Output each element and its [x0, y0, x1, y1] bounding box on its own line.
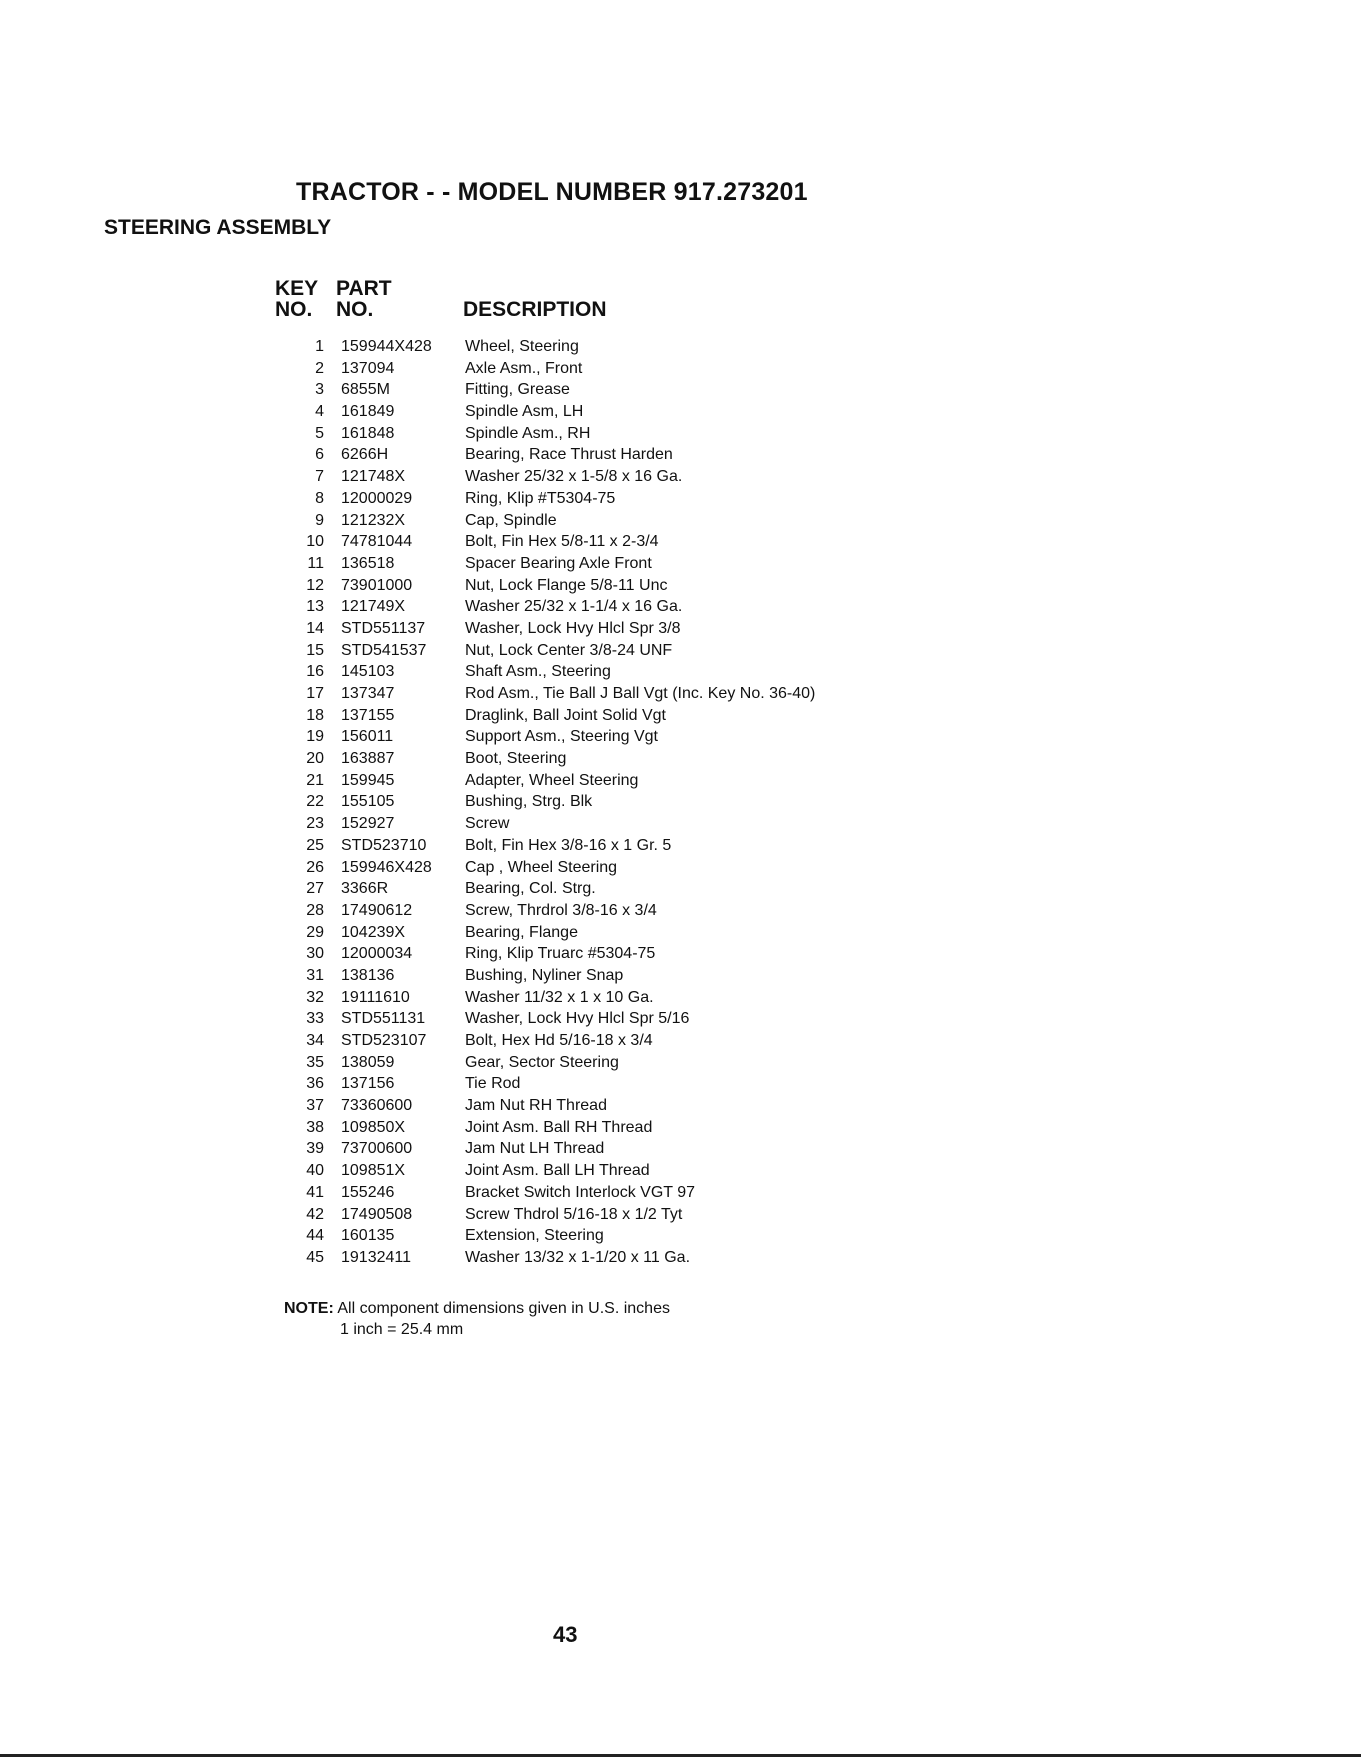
part-number: STD541537: [341, 641, 427, 659]
part-description: Screw: [465, 815, 510, 833]
table-row: [0, 1008, 1361, 1030]
key-number: 40: [306, 1162, 324, 1180]
part-description: Bearing, Flange: [465, 923, 578, 941]
part-number: 163887: [341, 750, 395, 768]
part-description: Washer 11/32 x 1 x 10 Ga.: [465, 988, 654, 1006]
part-number: 17490508: [341, 1205, 413, 1223]
part-number: 6855M: [341, 381, 390, 399]
part-number: 159946X428: [341, 858, 432, 876]
key-number: 41: [306, 1183, 324, 1201]
part-number: 159945: [341, 771, 395, 789]
table-row: [0, 705, 1361, 727]
part-number: 156011: [341, 728, 394, 746]
table-row: [0, 878, 1361, 900]
table-row: [0, 1117, 1361, 1139]
table-row: [0, 379, 1361, 401]
part-description: Joint Asm. Ball LH Thread: [465, 1162, 650, 1180]
key-number: 7: [315, 468, 324, 486]
part-description: Washer 25/32 x 1-1/4 x 16 Ga.: [465, 598, 683, 616]
part-number: 121749X: [341, 598, 406, 616]
table-row: [0, 1095, 1361, 1117]
key-number: 39: [306, 1140, 324, 1158]
table-row: [0, 510, 1361, 532]
part-number: 155105: [341, 793, 395, 811]
part-number: 3366R: [341, 880, 389, 898]
part-number: STD523710: [341, 836, 427, 854]
part-description: Bearing, Race Thrust Harden: [465, 446, 673, 464]
key-number: 31: [306, 966, 324, 984]
table-row: [0, 596, 1361, 618]
table-row: [0, 835, 1361, 857]
part-number: 6266H: [341, 446, 389, 464]
table-row: [0, 640, 1361, 662]
table-row: [0, 965, 1361, 987]
part-number: 73360600: [341, 1097, 413, 1115]
note-line1: All component dimensions given in U.S. inches: [337, 1300, 670, 1317]
part-description: Bolt, Fin Hex 3/8-16 x 1 Gr. 5: [465, 836, 672, 854]
part-number: 73700600: [341, 1140, 413, 1158]
table-row: [0, 987, 1361, 1009]
part-description: Nut, Lock Center 3/8-24 UNF: [465, 641, 673, 659]
part-number: 121232X: [341, 511, 406, 529]
part-number: 137156: [341, 1075, 395, 1093]
part-description: Bracket Switch Interlock VGT 97: [465, 1183, 696, 1201]
table-row: [0, 922, 1361, 944]
part-number: 109850X: [341, 1118, 406, 1136]
key-number: 13: [306, 598, 324, 616]
part-number: 161848: [341, 424, 395, 442]
part-number: STD551131: [341, 1010, 426, 1028]
note-label: NOTE:: [284, 1300, 334, 1317]
part-description: Boot, Steering: [465, 750, 567, 768]
part-number: STD523107: [341, 1032, 427, 1049]
bottom-rule: [0, 1754, 1361, 1757]
table-row: [0, 770, 1361, 792]
key-number: 2: [315, 359, 324, 377]
table-row: [0, 358, 1361, 380]
section-heading: STEERING ASSEMBLY: [104, 216, 332, 239]
part-number: 12000029: [341, 489, 413, 507]
part-description: Joint Asm. Ball RH Thread: [465, 1118, 653, 1136]
note: [284, 1298, 670, 1319]
part-description: Bushing, Nyliner Snap: [465, 966, 624, 984]
table-row: [0, 423, 1361, 445]
part-number: 136518: [341, 554, 395, 572]
part-number: 145103: [341, 663, 395, 681]
part-number: 74781044: [341, 533, 413, 551]
part-description: Spindle Asm., RH: [465, 424, 591, 442]
key-number: 1: [315, 338, 324, 355]
key-number: 23: [306, 815, 324, 833]
part-description: Washer, Lock Hvy Hlcl Spr 5/16: [465, 1010, 690, 1028]
table-row: [0, 661, 1361, 683]
key-number: 20: [306, 750, 324, 768]
part-description: Nut, Lock Flange 5/8-11 Unc: [465, 576, 668, 594]
table-row: [0, 336, 1361, 358]
part-description: Spacer Bearing Axle Front: [465, 554, 652, 572]
table-row: [0, 531, 1361, 553]
key-number: 16: [306, 663, 324, 681]
key-number: 45: [306, 1248, 324, 1266]
key-number: 5: [315, 424, 324, 442]
table-row: [0, 857, 1361, 879]
part-description: Bolt, Hex Hd 5/16-18 x 3/4: [465, 1032, 653, 1049]
part-description: Washer 25/32 x 1-5/8 x 16 Ga.: [465, 468, 683, 486]
table-row: [0, 1225, 1361, 1247]
key-number: 25: [306, 836, 324, 854]
table-row: [0, 726, 1361, 748]
table-row: [0, 900, 1361, 922]
table-row: [0, 401, 1361, 423]
key-number: 11: [307, 554, 324, 572]
key-number: 9: [315, 511, 324, 529]
part-description: Bolt, Fin Hex 5/8-11 x 2-3/4: [465, 533, 659, 551]
part-number: 155246: [341, 1183, 395, 1201]
part-number: 137094: [341, 359, 395, 377]
part-number: 137155: [341, 706, 395, 724]
page-number: 43: [553, 1622, 578, 1647]
part-description: Bearing, Col. Strg.: [465, 880, 596, 898]
table-row: [0, 1182, 1361, 1204]
key-number: 33: [306, 1010, 324, 1028]
table-row: [0, 444, 1361, 466]
table-row: [0, 1160, 1361, 1182]
key-number: 29: [306, 923, 324, 941]
key-number: 30: [306, 945, 324, 963]
key-number: 27: [306, 880, 324, 898]
parts-list: [0, 336, 1361, 1269]
part-description: Washer, Lock Hvy Hlcl Spr 3/8: [465, 619, 681, 637]
part-description: Cap , Wheel Steering: [465, 858, 618, 876]
part-description: Screw Thdrol 5/16-18 x 1/2 Tyt: [465, 1205, 683, 1223]
part-number: 160135: [341, 1227, 395, 1245]
part-description: Tie Rod: [465, 1075, 521, 1093]
part-description: Jam Nut RH Thread: [465, 1097, 607, 1115]
part-number: 73901000: [341, 576, 413, 594]
table-row: [0, 813, 1361, 835]
note-line2: 1 inch = 25.4 mm: [340, 1321, 464, 1338]
table-row: [0, 1138, 1361, 1160]
table-row: [0, 618, 1361, 640]
part-description: Shaft Asm., Steering: [465, 663, 611, 681]
part-description: Cap, Spindle: [465, 511, 557, 529]
key-number: 18: [306, 706, 324, 724]
key-number: 26: [306, 858, 324, 876]
key-number: 14: [306, 619, 324, 637]
part-number: 161849: [341, 403, 395, 421]
key-number: 8: [315, 489, 324, 507]
part-number: 138059: [341, 1053, 395, 1071]
part-number: 19132411: [341, 1248, 411, 1266]
part-description: Gear, Sector Steering: [465, 1053, 619, 1071]
table-row: [0, 466, 1361, 488]
table-row: [0, 748, 1361, 770]
table-row: [0, 683, 1361, 705]
table-row: [0, 1073, 1361, 1095]
part-number: STD551137: [341, 619, 426, 637]
key-number: 21: [306, 771, 324, 789]
table-row: [0, 1204, 1361, 1226]
part-description: Extension, Steering: [465, 1227, 604, 1245]
part-description: Screw, Thrdrol 3/8-16 x 3/4: [465, 901, 657, 919]
column-header-key-line1: KEY: [275, 277, 319, 300]
table-row: [0, 1247, 1361, 1269]
part-description: Ring, Klip Truarc #5304-75: [465, 945, 656, 963]
key-number: 34: [306, 1032, 324, 1049]
column-header-part-line2: NO.: [336, 298, 374, 321]
table-row: [0, 1030, 1361, 1052]
key-number: 28: [306, 901, 324, 919]
key-number: 38: [306, 1118, 324, 1136]
key-number: 37: [306, 1097, 324, 1115]
column-header-key-line2: NO.: [275, 298, 313, 321]
column-header-description: DESCRIPTION: [463, 298, 607, 321]
part-number: 17490612: [341, 901, 413, 919]
key-number: 4: [315, 403, 324, 421]
table-row: [0, 791, 1361, 813]
part-description: Support Asm., Steering Vgt: [465, 728, 658, 746]
part-description: Wheel, Steering: [465, 338, 579, 355]
part-number: 19111610: [341, 988, 410, 1006]
part-description: Draglink, Ball Joint Solid Vgt: [465, 706, 666, 724]
key-number: 36: [306, 1075, 324, 1093]
key-number: 19: [306, 728, 324, 746]
part-description: Spindle Asm, LH: [465, 403, 584, 421]
key-number: 10: [306, 533, 324, 551]
key-number: 22: [306, 793, 324, 811]
part-description: Washer 13/32 x 1-1/20 x 11 Ga.: [465, 1248, 691, 1266]
part-description: Adapter, Wheel Steering: [465, 771, 639, 789]
key-number: 44: [306, 1227, 324, 1245]
part-number: 121748X: [341, 468, 406, 486]
part-description: Fitting, Grease: [465, 381, 570, 399]
part-description: Ring, Klip #T5304-75: [465, 489, 616, 507]
key-number: 35: [306, 1053, 324, 1071]
key-number: 42: [306, 1205, 324, 1223]
part-description: Bushing, Strg. Blk: [465, 793, 593, 811]
column-header-part-line1: PART: [336, 277, 392, 300]
part-number: 104239X: [341, 923, 406, 941]
table-row: [0, 488, 1361, 510]
part-description: Rod Asm., Tie Ball J Ball Vgt (Inc. Key No. 36-40): [465, 685, 816, 702]
part-description: Jam Nut LH Thread: [465, 1140, 605, 1158]
part-number: 138136: [341, 966, 395, 984]
part-number: 159944X428: [341, 338, 432, 355]
part-number: 137347: [341, 685, 395, 702]
page-title: TRACTOR - - MODEL NUMBER 917.273201: [296, 178, 808, 206]
part-number: 12000034: [341, 945, 413, 963]
part-number: 152927: [341, 815, 395, 833]
part-number: 109851X: [341, 1162, 406, 1180]
table-row: [0, 575, 1361, 597]
key-number: 6: [315, 446, 324, 464]
table-row: [0, 943, 1361, 965]
key-number: 32: [306, 988, 324, 1006]
table-row: [0, 1052, 1361, 1074]
part-description: Axle Asm., Front: [465, 359, 583, 377]
table-row: [0, 553, 1361, 575]
key-number: 3: [315, 381, 324, 399]
key-number: 15: [306, 641, 324, 659]
key-number: 17: [306, 685, 324, 702]
key-number: 12: [306, 576, 324, 594]
